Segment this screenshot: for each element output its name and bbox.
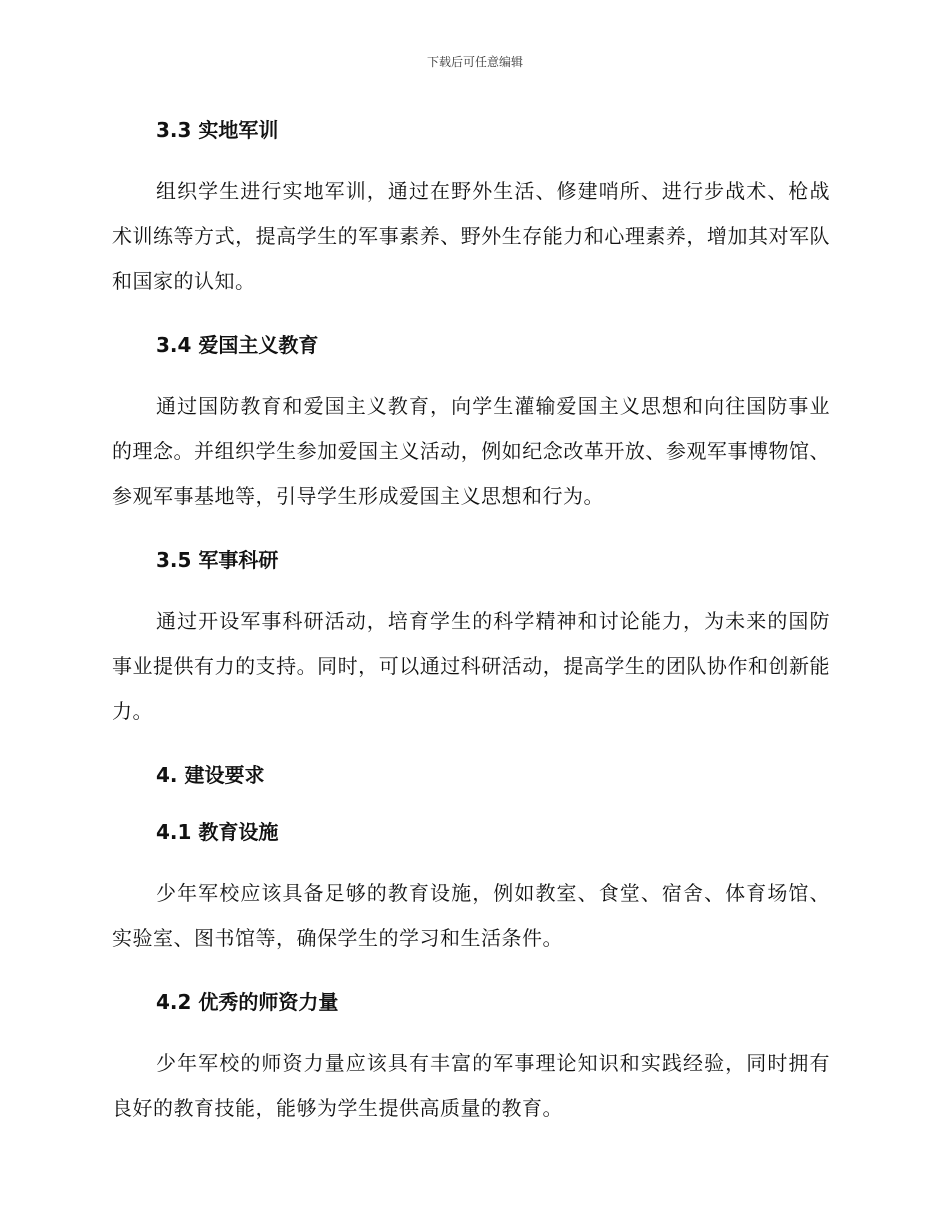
section-heading-3-5: 3.5 军事科研 — [156, 548, 279, 572]
section-paragraph-4-1: 少年军校应该具备足够的教育设施，例如教室、食堂、宿舍、体育场馆、实验室、图书馆等，确保学生的学习和生活条件。 — [112, 881, 830, 950]
section-heading-4-2: 4.2 优秀的师资力量 — [156, 990, 339, 1014]
section-paragraph-3-3: 组织学生进行实地军训，通过在野外生活、修建哨所、进行步战术、枪战术训练等方式，提高学生的军事素养、野外生存能力和心理素养，增加其对军队和国家的认知。 — [112, 179, 830, 293]
section-paragraph-4-2: 少年军校的师资力量应该具有丰富的军事理论知识和实践经验，同时拥有良好的教育技能，能够为学生提供高质量的教育。 — [112, 1051, 830, 1120]
section-heading-3-4: 3.4 爱国主义教育 — [156, 333, 319, 357]
section-heading-4: 4. 建设要求 — [156, 763, 265, 787]
section-paragraph-3-5: 通过开设军事科研活动，培育学生的科学精神和讨论能力，为未来的国防事业提供有力的支持。同时，可以通过科研活动，提高学生的团队协作和创新能力。 — [112, 609, 830, 723]
section-heading-3-3: 3.3 实地军训 — [156, 118, 279, 142]
page-header: 下载后可任意编辑 — [426, 55, 523, 69]
document-body — [112, 112, 830, 1131]
section-paragraph-3-4: 通过国防教育和爱国主义教育，向学生灌输爱国主义思想和向往国防事业的理念。并组织学生参加爱国主义活动，例如纪念改革开放、参观军事博物馆、参观军事基地等，引导学生形成爱国主义思想和行为。 — [112, 394, 830, 508]
section-heading-4-1: 4.1 教育设施 — [156, 820, 279, 844]
